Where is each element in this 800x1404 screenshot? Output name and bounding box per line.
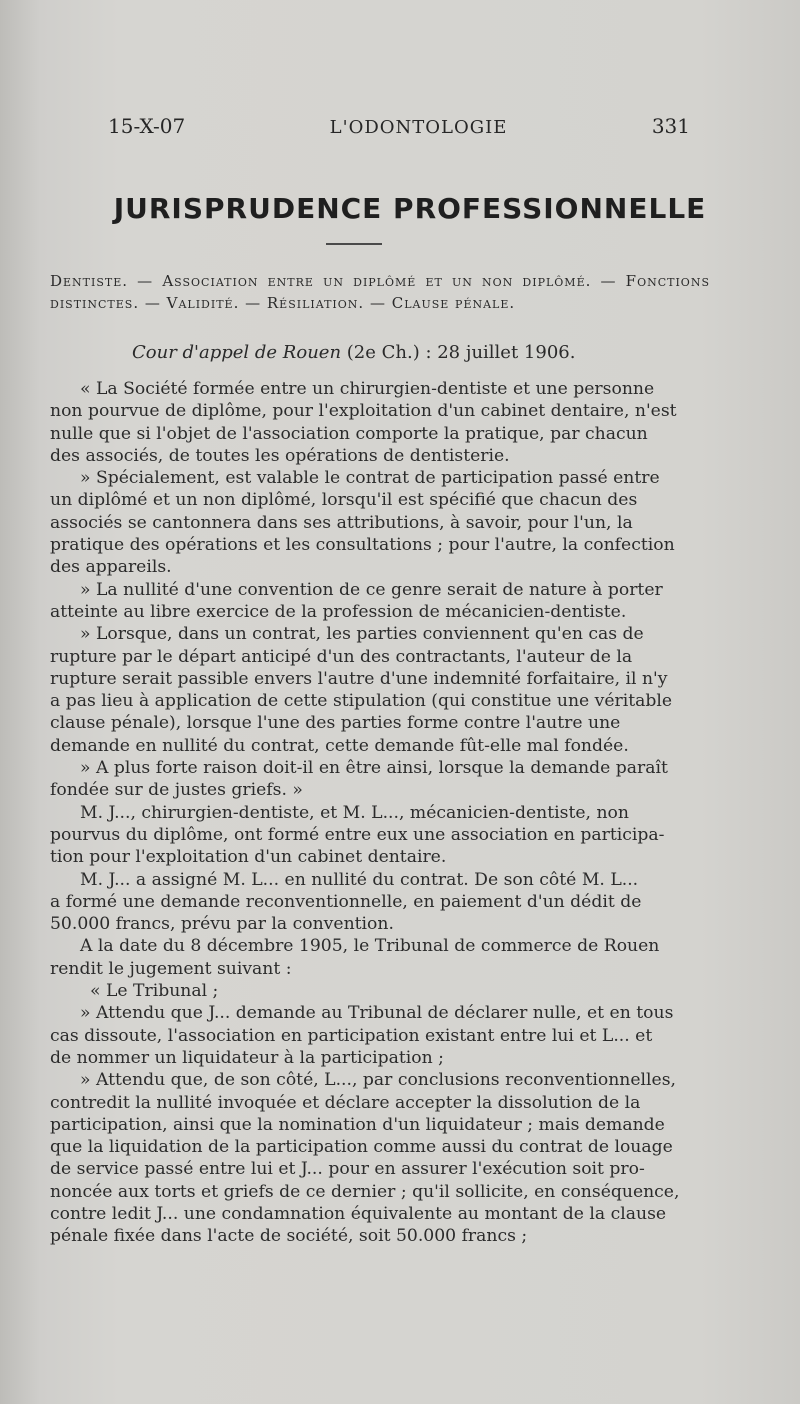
text-line: contredit la nullité invoquée et déclare accepter la dissolution de la: [50, 1092, 641, 1113]
journal-title: L'ODONTOLOGIE: [329, 117, 508, 138]
text-line: participation, ainsi que la nomination d'un liquidateur ; mais demande: [50, 1114, 665, 1135]
text-line: » Lorsque, dans un contrat, les parties conviennent qu'en cas de: [80, 624, 644, 645]
text-line: associés se cantonnera dans ses attributions, à savoir, pour l'un, la: [50, 512, 633, 533]
court-citation: [132, 342, 732, 363]
text-line: non pourvue de diplôme, pour l'exploitation d'un cabinet dentaire, n'est: [50, 401, 677, 422]
text-line: cas dissoute, l'association en participation existant entre lui et L... et: [50, 1025, 653, 1046]
text-line: pénale fixée dans l'acte de société, soit 50.000 francs ;: [50, 1226, 528, 1247]
text-line: de nommer un liquidateur à la participation ;: [50, 1047, 444, 1068]
title-rule: [326, 243, 382, 245]
article-body: [50, 378, 710, 1248]
text-line: demande en nullité du contrat, cette demande fût-elle mal fondée.: [50, 735, 629, 756]
text-line: fondée sur de justes griefs. »: [50, 780, 303, 801]
page-number: 331: [651, 114, 690, 138]
text-line: a formé une demande reconventionnelle, en paiement d'un dédit de: [50, 891, 642, 912]
text-line: tion pour l'exploitation d'un cabinet dentaire.: [50, 847, 447, 868]
text-line: noncée aux torts et griefs de ce dernier ; qu'il sollicite, en conséquence,: [50, 1181, 680, 1202]
running-header: [108, 114, 690, 144]
text-line: rupture serait passible envers l'autre d'une indemnité forfaitaire, il n'y: [50, 668, 668, 689]
text-line: » Spécialement, est valable le contrat de participation passé entre: [80, 468, 660, 489]
text-line: « Le Tribunal ;: [90, 981, 219, 1002]
text-line: A la date du 8 décembre 1905, le Tribunal de commerce de Rouen: [80, 936, 660, 957]
court-chamber-date: (2e Ch.) : 28 juillet 1906.: [346, 342, 576, 363]
text-line: rendit le jugement suivant :: [50, 958, 292, 979]
text-line: » Attendu que J... demande au Tribunal de déclarer nulle, et en tous: [80, 1003, 674, 1024]
subject-heading: Dentiste. — Association entre un diplômé et un non diplômé. — Fonctions distinctes. — Validité. — Résiliation. — Clause pénale.: [50, 272, 710, 312]
article-title: JURISPRUDENCE PROFESSIONNELLE: [113, 192, 707, 225]
text-line: pratique des opérations et les consultations ; pour l'autre, la confection: [50, 535, 675, 556]
text-line: nulle que si l'objet de l'association comporte la pratique, par chacun: [50, 423, 648, 444]
text-line: » La nullité d'une convention de ce genre serait de nature à porter: [80, 579, 663, 600]
text-line: M. J... a assigné M. L... en nullité du contrat. De son côté M. L...: [80, 869, 639, 890]
text-line: 50.000 francs, prévu par la convention.: [50, 914, 394, 935]
text-line: un diplômé et un non diplômé, lorsqu'il est spécifié que chacun des: [50, 490, 638, 511]
text-line: atteinte au libre exercice de la profession de mécanicien-dentiste.: [50, 601, 627, 622]
text-line: des appareils.: [50, 557, 172, 578]
text-line: » Attendu que, de son côté, L..., par conclusions reconventionnelles,: [80, 1070, 676, 1091]
text-line: a pas lieu à application de cette stipulation (qui constitue une véritable: [50, 691, 673, 712]
text-line: » A plus forte raison doit-il en être ainsi, lorsque la demande paraît: [80, 758, 668, 779]
text-line: clause pénale), lorsque l'une des parties forme contre l'autre une: [50, 713, 621, 734]
court-name: Cour d'appel de Rouen: [132, 342, 342, 363]
issue-date: 15-X-07: [108, 114, 186, 138]
text-line: contre ledit J... une condamnation équivalente au montant de la clause: [50, 1203, 667, 1224]
text-line: « La Société formée entre un chirurgien-dentiste et une personne: [80, 379, 655, 399]
text-line: que la liquidation de la participation comme aussi du contrat de louage: [50, 1137, 673, 1158]
text-line: pourvus du diplôme, ont formé entre eux une association en participa-: [50, 824, 665, 845]
text-line: des associés, de toutes les opérations de dentisterie.: [50, 445, 510, 466]
text-line: rupture par le départ anticipé d'un des contractants, l'auteur de la: [50, 646, 633, 667]
text-line: de service passé entre lui et J... pour en assurer l'exécution soit pro-: [50, 1159, 645, 1180]
text-line: M. J..., chirurgien-dentiste, et M. L..., mécanicien-dentiste, non: [80, 802, 629, 823]
